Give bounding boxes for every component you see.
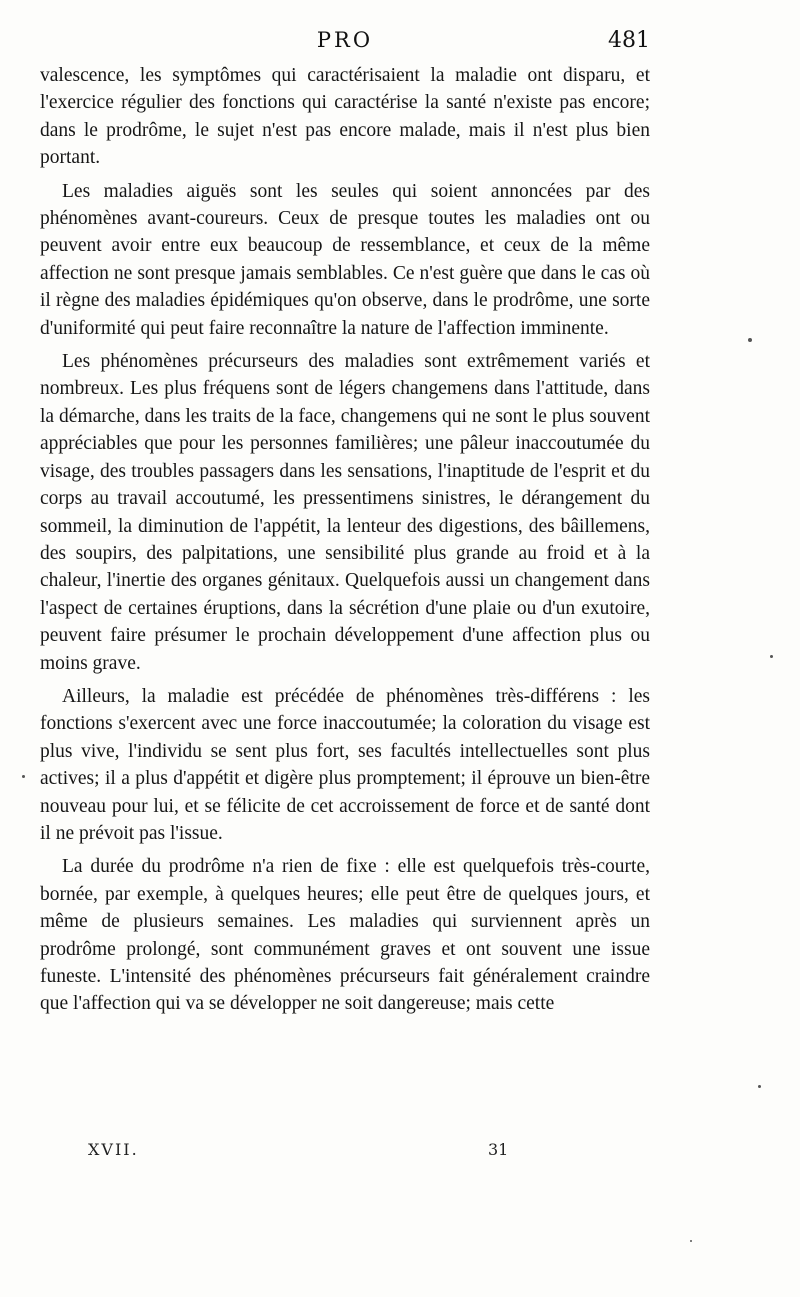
paragraph-precursor-phenomena: Les phénomènes précurseurs des maladies sont extrêmement variés et nombreux. Les plus fréquens sont de légers changemens dans l'attitude, dans la démarche, dans les traits de la face, changemens qui ne sont le plus souvent appréciables que pour les personnes familières; une pâleur inaccoutumée du visage, des troubles passagers dans les sensations, l'inaptitude de l'esprit et du corps au travail accoutumé, les pressentimens sinistres, le dérangement du sommeil, la diminution de l'appétit, la lenteur des digestions, des bâillemens, des soupirs, des palpitations, une sensibilité plus grande au froid et à la chaleur, l'inertie des organes génitaux. Quelquefois aussi un changement dans l'aspect de certaines éruptions, dans la sécrétion d'une plaie ou d'un exutoire, peuvent faire présumer le prochain développement d'une affection plus ou moins grave. <box>40 351 650 674</box>
page-number: 481 <box>608 28 650 53</box>
ink-speck <box>758 1085 761 1088</box>
ink-speck <box>690 1240 692 1242</box>
paragraph-duration: La durée du prodrôme n'a rien de fixe : elle est quelquefois très-courte, bornée, par exemple, à quelques heures; elle peut être de quelques jours, et même de plusieurs semaines. Les maladies qui surviennent après un prodrôme prolongé, sont communément graves et ont souvent une issue funeste. L'intensité des phénomènes précurseurs fait généralement craindre que l'affection qui va se développer ne soit dangereuse; mais cette <box>40 856 650 1015</box>
signature-mark: XVII. <box>88 1140 139 1159</box>
paragraph-acute-diseases: Les maladies aiguës sont les seules qui soient annoncées par des phénomènes avant-coureurs. Ceux de presque toutes les maladies ont ou peuvent avoir entre eux beaucoup de ressemblance, et ceux de la même affection ne sont presque jamais semblables. Ce n'est guère que dans le cas où il règne des maladies épidémiques qu'on observe, dans le prodrôme, une sorte d'uniformité qui peut faire reconnaître la nature de l'affection imminente. <box>40 180 650 339</box>
ink-speck <box>770 655 773 658</box>
running-head <box>40 28 650 58</box>
page-footer <box>48 1140 648 1166</box>
ink-speck <box>22 775 25 778</box>
paragraph-continuation: valescence, les symptômes qui caractérisaient la maladie ont disparu, et l'exercice régulier des fonctions qui caractérise la santé n'existe pas encore; dans le prodrôme, le sujet n'est pas encore malade, mais il n'est plus bien portant. <box>40 65 650 169</box>
running-title: PRO <box>316 28 374 52</box>
paragraph-different-phenomena: Ailleurs, la maladie est précédée de phénomènes très-différens : les fonctions s'exercent avec une force inaccoutumée; la coloration du visage est plus vive, l'individu se sent plus fort, ses facultés intellectuelles sont plus actives; il a plus d'appétit et digère plus promptement; il éprouve un bien-être nouveau pour lui, et se félicite de cet accroissement de force et de santé dont il ne prévoit pas l'issue. <box>40 685 650 844</box>
body-text <box>40 62 650 1018</box>
ink-speck <box>748 338 752 342</box>
sheet-number: 31 <box>488 1140 509 1159</box>
